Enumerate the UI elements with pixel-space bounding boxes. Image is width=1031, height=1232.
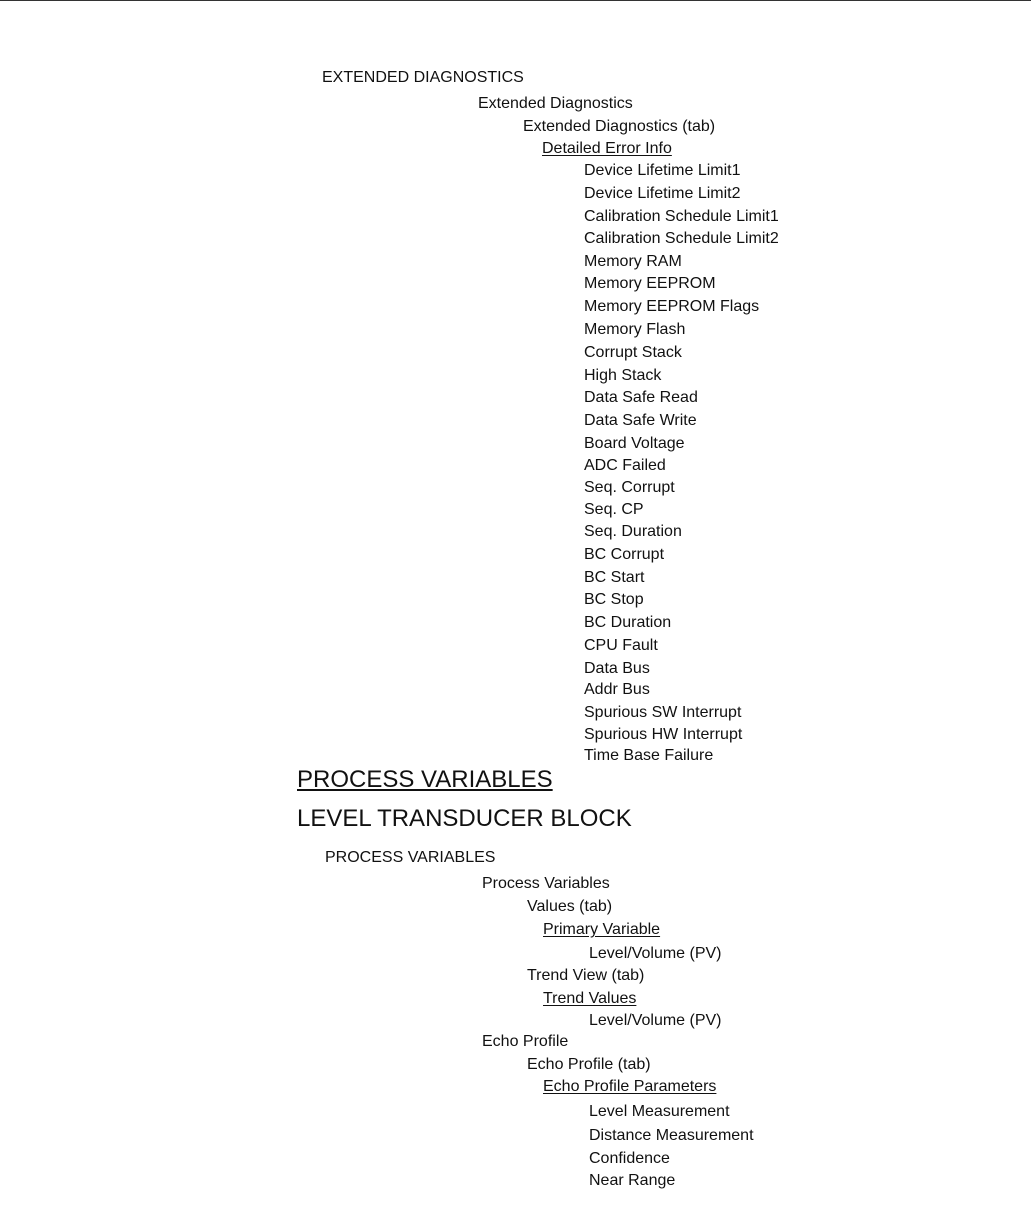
echo-profile-group: Echo Profile [482, 1033, 569, 1050]
list-item: Near Range [589, 1172, 676, 1189]
list-item: Calibration Schedule Limit1 [584, 208, 779, 225]
list-item: Corrupt Stack [584, 344, 682, 361]
list-item: Memory RAM [584, 253, 682, 270]
list-item: Device Lifetime Limit2 [584, 185, 741, 202]
list-item: Time Base Failure [584, 747, 714, 764]
primary-variable-item: Level/Volume (PV) [589, 945, 722, 962]
process-variables-group: Process Variables [482, 875, 610, 892]
list-item: Board Voltage [584, 435, 685, 452]
level-transducer-block-heading: LEVEL TRANSDUCER BLOCK [297, 805, 632, 832]
list-item: BC Corrupt [584, 546, 665, 563]
list-item: ADC Failed [584, 457, 666, 474]
list-item: Seq. CP [584, 501, 644, 518]
process-variables-section-title: PROCESS VARIABLES [325, 849, 496, 866]
list-item: Device Lifetime Limit1 [584, 162, 741, 179]
list-item: Memory EEPROM [584, 275, 716, 292]
list-item: High Stack [584, 367, 662, 384]
list-item: Seq. Corrupt [584, 479, 675, 496]
trend-view-tab: Trend View (tab) [527, 967, 645, 984]
list-item: Seq. Duration [584, 523, 682, 540]
list-item: Data Bus [584, 660, 650, 677]
list-item: Data Safe Write [584, 412, 697, 429]
list-item: BC Stop [584, 591, 644, 608]
list-item: Level Measurement [589, 1103, 730, 1120]
extended-diagnostics-section-title: EXTENDED DIAGNOSTICS [322, 69, 524, 86]
list-item: Distance Measurement [589, 1127, 754, 1144]
primary-variable-heading: Primary Variable [543, 921, 661, 938]
list-item: Memory Flash [584, 321, 686, 338]
list-item: Spurious SW Interrupt [584, 704, 742, 721]
values-tab: Values (tab) [527, 898, 613, 915]
process-variables-heading: PROCESS VARIABLES [297, 766, 553, 793]
list-item: BC Start [584, 569, 645, 586]
trend-values-item: Level/Volume (PV) [589, 1012, 722, 1029]
list-item: Memory EEPROM Flags [584, 298, 760, 315]
detailed-error-info-heading: Detailed Error Info [542, 140, 672, 157]
extended-diagnostics-group: Extended Diagnostics [478, 95, 633, 112]
list-item: Confidence [589, 1150, 670, 1167]
list-item: BC Duration [584, 614, 672, 631]
echo-profile-tab: Echo Profile (tab) [527, 1056, 651, 1073]
extended-diagnostics-tab: Extended Diagnostics (tab) [523, 118, 716, 135]
top-rule [0, 0, 1031, 1]
echo-profile-parameters-heading: Echo Profile Parameters [543, 1078, 717, 1095]
list-item: Addr Bus [584, 681, 650, 698]
list-item: Calibration Schedule Limit2 [584, 230, 779, 247]
list-item: Data Safe Read [584, 389, 698, 406]
list-item: CPU Fault [584, 637, 658, 654]
trend-values-heading: Trend Values [543, 990, 637, 1007]
list-item: Spurious HW Interrupt [584, 726, 743, 743]
